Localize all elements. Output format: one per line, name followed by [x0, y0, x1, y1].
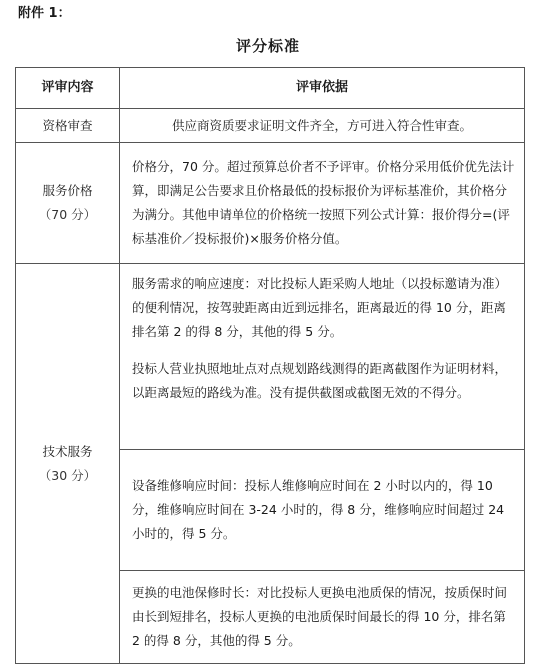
attachment-label: 附件 1： — [18, 6, 71, 21]
table-row — [16, 143, 525, 264]
table-header-row — [16, 68, 525, 109]
header-basis: 评审依据 — [120, 68, 525, 109]
row-content-tech — [16, 264, 120, 664]
row-content-qualification: 资格审查 — [16, 109, 120, 143]
response-speed-para2: 投标人营业执照地址点对点规划路线测得的距离截图作为证明材料，以距离最短的路线为准。没有提供截图或截图无效的不得分。 — [132, 361, 508, 400]
response-speed-para1: 服务需求的响应速度：对比投标人距采购人地址（以投标邀请为准）的便利情况，按驾驶距离由近到远排名，距离最近的得 10 分，距离排名第 2 的得 8 分，其他的得 5 分。 — [132, 276, 508, 339]
row-basis-qualification: 供应商资质要求证明文件齐全，方可进入符合性审查。 — [120, 109, 525, 143]
price-label: 服务价格 — [42, 183, 93, 198]
row-basis-response-speed — [120, 264, 525, 450]
document-title: 评分标准 — [235, 37, 300, 55]
row-content-price — [16, 143, 120, 264]
scoring-table — [15, 67, 525, 664]
table-row — [16, 264, 525, 450]
row-basis-price: 价格分，70 分。超过预算总价者不予评审。价格分采用低价优先法计算，即满足公告要求且价格最低的投标报价为评标基准价，其价格分为满分。其他申请单位的价格统一按照下列公式计算：报价得分=(评标基准价／投标报价)×服务价格分值。 — [120, 143, 525, 264]
header-content: 评审内容 — [16, 68, 120, 109]
table-row — [16, 109, 525, 143]
tech-points: （30 分） — [38, 467, 97, 483]
tech-label: 技术服务 — [42, 443, 93, 459]
row-basis-battery: 更换的电池保修时长：对比投标人更换电池质保的情况，按质保时间由长到短排名，投标人更换的电池质保时间最长的得 10 分，排名第 2 的得 8 分，其他的得 5 分。 — [120, 571, 525, 664]
price-points: （70 分） — [38, 207, 97, 222]
row-basis-maintenance: 设备维修响应时间：投标人维修响应时间在 2 小时以内的，得 10 分，维修响应时间在 3-24 小时的，得 8 分，维修响应时间超过 24 小时的，得 5 分。 — [120, 450, 525, 571]
